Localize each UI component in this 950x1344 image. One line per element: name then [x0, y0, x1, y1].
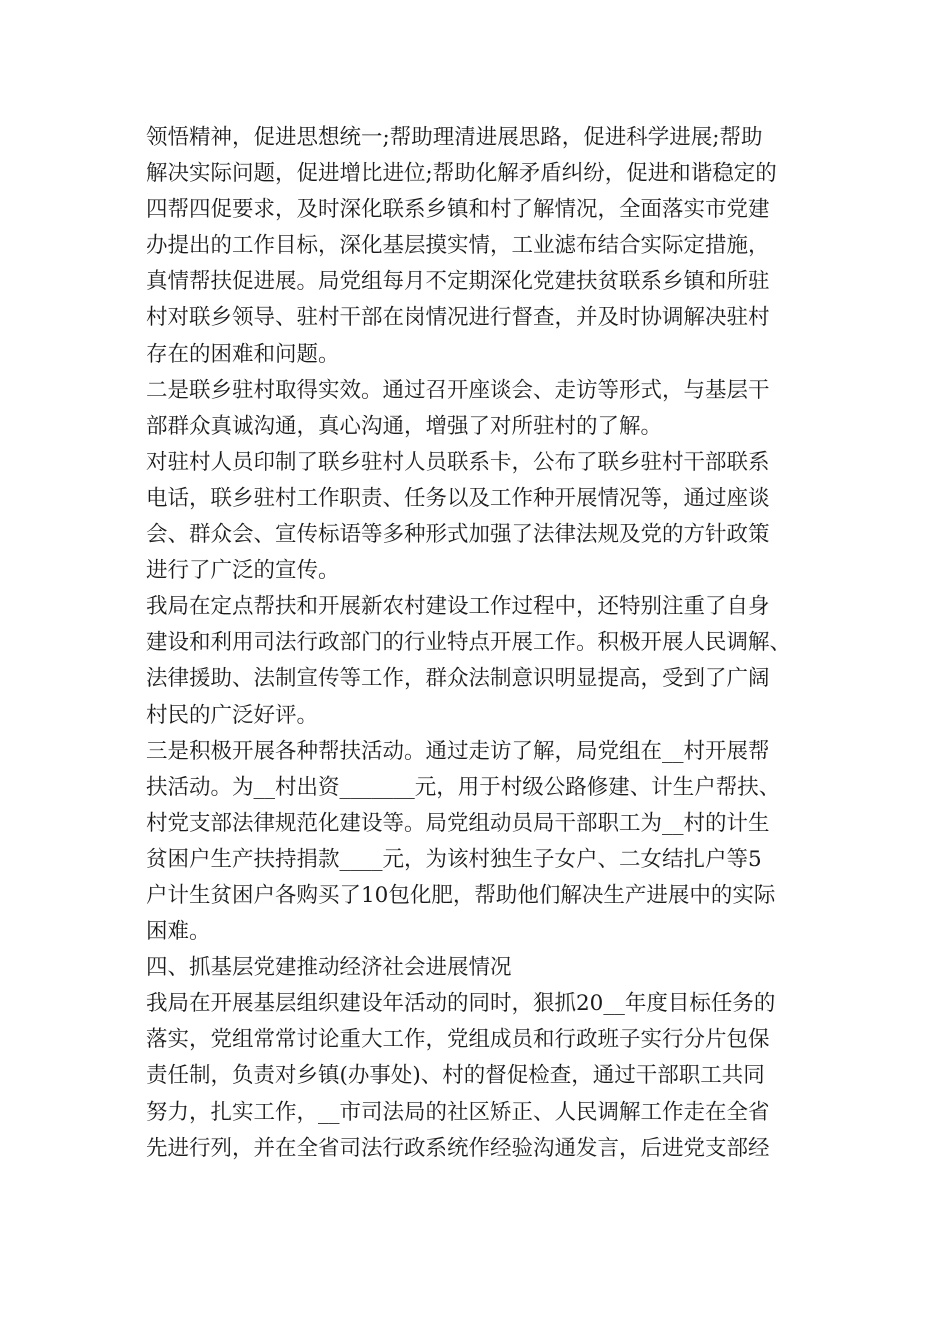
text-line: 法律援助、法制宣传等工作，群众法制意识明显提高，受到了广阔	[146, 666, 770, 692]
text-line: 电话，联乡驻村工作职责、任务以及工作种开展情况等，通过座谈	[146, 485, 770, 511]
text-line: 村民的广泛好评。	[146, 702, 319, 728]
section-heading: 四、抓基层党建推动经济社会进展情况	[146, 955, 512, 981]
text-line: 户计生贫困户各购买了10包化肥，帮助他们解决生产进展中的实际	[146, 882, 776, 908]
text-line: 村党支部法律规范化建设等。局党组动员局干部职工为__村的计生	[146, 810, 770, 836]
text-line: 对驻村人员印制了联乡驻村人员联系卡，公布了联乡驻村干部联系	[146, 449, 770, 475]
text-line: 困难。	[146, 919, 211, 945]
text-line: 建设和利用司法行政部门的行业特点开展工作。积极开展人民调解、	[146, 630, 792, 656]
text-line: 贫困户生产扶持捐款____元，为该村独生子女户、二女结扎户等5	[146, 846, 762, 872]
text-line: 我局在开展基层组织建设年活动的同时，狠抓20__年度目标任务的	[146, 991, 776, 1017]
text-line: 落实，党组常常讨论重大工作，党组成员和行政班子实行分片包保	[146, 1027, 770, 1053]
text-line: 四帮四促要求，及时深化联系乡镇和村了解情况，全面落实市党建	[146, 197, 770, 223]
text-line: 扶活动。为__村出资_______元，用于村级公路修建、计生户帮扶、	[146, 774, 781, 800]
text-line: 责任制，负责对乡镇(办事处)、村的督促检查，通过干部职工共同	[146, 1063, 765, 1089]
text-line: 存在的困难和问题。	[146, 341, 340, 367]
text-line: 部群众真诚沟通，真心沟通，增强了对所驻村的了解。	[146, 413, 663, 439]
text-line: 解决实际问题，促进增比进位;帮助化解矛盾纠纷，促进和谐稳定的	[146, 161, 777, 187]
text-line: 进行了广泛的宣传。	[146, 558, 340, 584]
text-line: 先进行列，并在全省司法行政系统作经验沟通发言，后进党支部经	[146, 1135, 770, 1161]
text-line: 努力，扎实工作，__市司法局的社区矫正、人民调解工作走在全省	[146, 1099, 770, 1125]
text-line: 村对联乡领导、驻村干部在岗情况进行督查，并及时协调解决驻村	[146, 305, 770, 331]
text-line: 领悟精神，促进思想统一;帮助理清进展思路，促进科学进展;帮助	[146, 125, 763, 150]
text-line: 二是联乡驻村取得实效。通过召开座谈会、走访等形式，与基层干	[146, 377, 770, 403]
document-body	[146, 120, 816, 1167]
text-line: 办提出的工作目标，深化基层摸实情，工业滤布结合实际定措施，	[146, 233, 770, 259]
text-line: 我局在定点帮扶和开展新农村建设工作过程中，还特别注重了自身	[146, 594, 770, 620]
text-line: 三是积极开展各种帮扶活动。通过走访了解，局党组在__村开展帮	[146, 738, 770, 764]
text-line: 真情帮扶促进展。局党组每月不定期深化党建扶贫联系乡镇和所驻	[146, 269, 770, 295]
text-line: 会、群众会、宣传标语等多种形式加强了法律法规及党的方针政策	[146, 522, 770, 548]
